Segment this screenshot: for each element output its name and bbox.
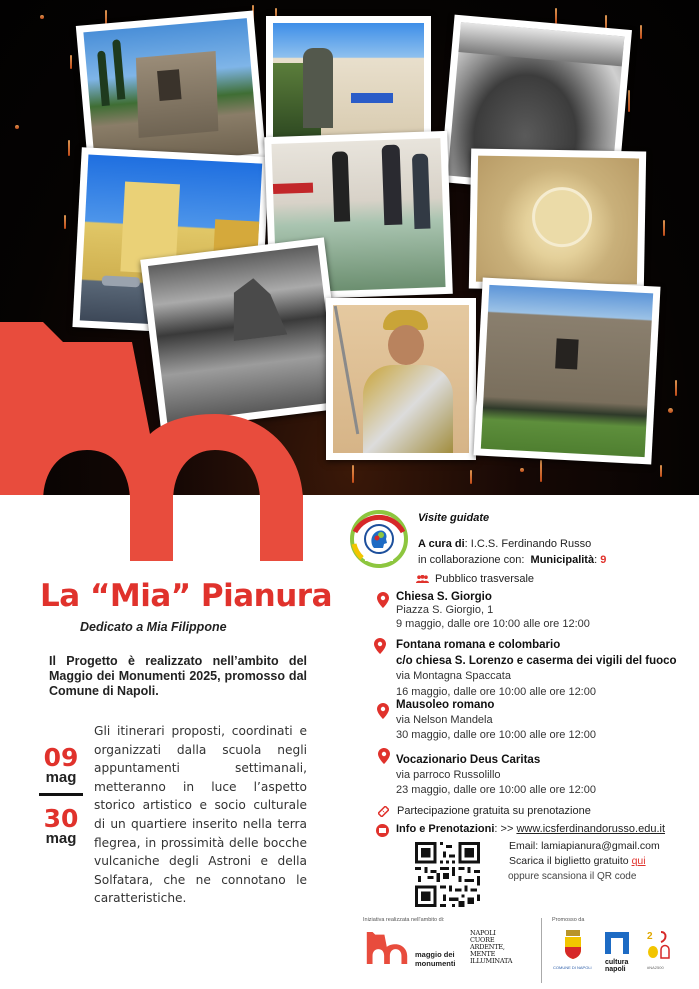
end-month: mag [45, 830, 77, 847]
ticket-download-row [509, 854, 646, 869]
description-text: Gli itinerari proposti, coordinati e organizzati dalla scuola negli appuntamenti settimanali, metteranno in luce l’aspetto storico artistico e socio culturale di un quartiere inserito nella terra flegrea, in prossimità delle bocche vulcaniche degli Astroni e della Solfatara, che ne connotano le caratteristiche. [94, 724, 307, 906]
envelope-icon [376, 824, 389, 837]
spark [663, 220, 665, 236]
maggio-monumenti-small-logo [363, 932, 411, 964]
location-time: 16 maggio, dalle ore 10:00 alle ore 12:00 [396, 686, 596, 698]
spark [555, 8, 557, 24]
napoli-cuore-line: ARDENTE, [470, 943, 505, 951]
svg-text:2: 2 [647, 931, 653, 942]
spark [628, 90, 630, 112]
curated-by [418, 536, 591, 552]
location-pin-icon [378, 748, 390, 764]
location-title: Chiesa S. Giorgio [396, 591, 492, 603]
location-title: Mausoleo romano [396, 699, 495, 711]
location-address: via parroco Russolillo [396, 769, 501, 781]
comune-label: COMUNE DI NAPOLI [553, 965, 592, 970]
spark [660, 465, 662, 477]
location-fontana-romana [396, 638, 677, 700]
free-entry-row [378, 805, 591, 817]
napoli-2500-logo [647, 930, 671, 970]
location-mausoleo-romano [396, 697, 596, 743]
spark [352, 465, 354, 483]
qr-hint: oppure scansiona il QR code [508, 871, 637, 882]
location-time: 23 maggio, dalle ore 10:00 alle ore 12:00 [396, 784, 596, 796]
maggio-monumenti-text [415, 950, 455, 968]
spark [470, 470, 472, 484]
location-time: 9 maggio, dalle ore 10:00 alle ore 12:00 [396, 618, 590, 630]
start-day: 09 [43, 743, 79, 772]
start-month: mag [45, 769, 77, 786]
section-heading: Visite guidate [418, 512, 490, 524]
napoli-cuore-line: NAPOLI [470, 929, 496, 937]
m-logo-leg-middle [130, 495, 173, 561]
location-pin-icon [377, 592, 389, 608]
napoli-cuore-line: ILLUMINATA [470, 957, 513, 965]
collaboration: in collaborazione con: Municipalità: 9 [418, 554, 607, 566]
curated-value: : I.C.S. Ferdinando Russo [464, 538, 592, 550]
footer-divider [541, 918, 542, 983]
photo-mausoleum [473, 277, 660, 464]
photo-dome-interior [469, 148, 646, 291]
location-time: 30 maggio, dalle ore 10:00 alle ore 12:00 [396, 729, 596, 741]
intro-text: Il Progetto è realizzato nell’ambito del Maggio dei Monumenti 2025, promosso dal Comune di Napoli. [49, 654, 307, 698]
contact-row [396, 823, 665, 835]
location-address: via Montagna Spaccata [396, 670, 511, 682]
collab-label: in collaborazione con: [418, 554, 525, 566]
website-link[interactable]: www.icsferdinandorusso.edu.it [516, 823, 666, 835]
location-vocazionario [396, 752, 596, 798]
spark [540, 460, 542, 482]
cultura-line-2: napoli [605, 966, 626, 973]
school-logo [350, 510, 408, 568]
contact-sep: : >> [494, 823, 517, 835]
cultura-napoli-logo [605, 932, 629, 973]
email-text: Email: lamiapianura@gmail.com [509, 840, 660, 852]
people-icon [416, 575, 429, 584]
date-range [38, 745, 84, 846]
ticket-link[interactable]: qui [631, 855, 646, 867]
spark [15, 125, 19, 129]
spark [64, 215, 66, 229]
photo-saint-statue [326, 298, 476, 460]
qr-code[interactable] [415, 842, 480, 907]
date-divider [39, 793, 83, 796]
spark [70, 55, 72, 69]
maggio-monumenti-m-logo [0, 322, 303, 495]
initiative-label: Iniziativa realizzata nell'ambito di: [363, 917, 445, 923]
end-day: 30 [43, 804, 79, 833]
napoli-cuore-line: CUORE [470, 936, 495, 944]
spark [40, 15, 44, 19]
page-title: La “Mia” Pianura [40, 578, 333, 614]
spark [68, 140, 70, 156]
municipality-value: 9 [600, 554, 607, 566]
m-logo-leg-right [260, 495, 303, 561]
curated-label: A cura di [418, 538, 465, 550]
location-pin-icon [377, 703, 389, 719]
location-title-2: c/o chiesa S. Lorenzo e caserma dei vigili del fuoco [396, 655, 677, 667]
location-title: Fontana romana e colombario [396, 639, 561, 651]
comune-di-napoli-logo [553, 930, 593, 970]
municipality-label: Municipalità [530, 554, 595, 566]
location-chiesa-s-giorgio [396, 591, 590, 631]
location-address: Piazza S. Giorgio, 1 [396, 604, 494, 616]
contact-label: Info e Prenotazioni [396, 823, 495, 835]
spark [520, 468, 524, 472]
audience-row [416, 573, 534, 585]
spark [675, 380, 677, 396]
free-entry-label: Partecipazione gratuita su prenotazione [397, 805, 591, 817]
ticket-text: Scarica il biglietto gratuito [509, 855, 632, 867]
location-title: Vocazionario Deus Caritas [396, 754, 541, 766]
location-address: via Nelson Mandela [396, 714, 493, 726]
spark [668, 408, 673, 413]
napoli-cuore-line: MENTE [470, 950, 496, 958]
cultura-line-1: cultura [605, 959, 629, 966]
maggio-line-2: monumenti [415, 959, 456, 968]
spark [640, 25, 642, 39]
location-pin-icon [374, 638, 386, 654]
photo-statue-building [266, 16, 431, 144]
maggio-line-1: maggio dei [415, 950, 455, 959]
ticket-icon [378, 806, 389, 817]
promoted-label: Promosso da [552, 917, 585, 923]
napoli-cuore-ardente-logo [470, 930, 512, 965]
napoli-2500-label: #NA2500 [647, 965, 664, 970]
dedication-subtitle: Dedicato a Mia Filippone [80, 620, 227, 634]
audience-label: Pubblico trasversale [435, 573, 535, 585]
